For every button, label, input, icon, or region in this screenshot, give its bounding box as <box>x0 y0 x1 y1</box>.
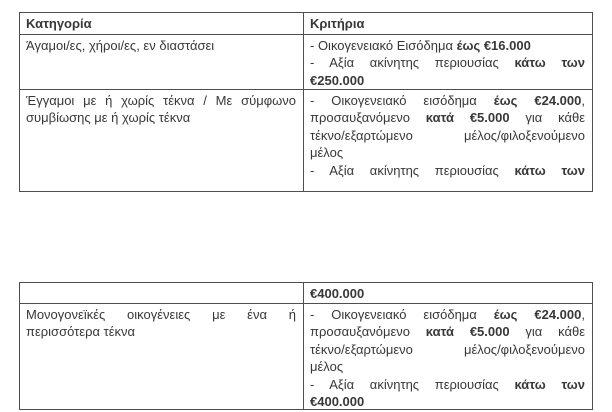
category-text: συμβίωσης με ή χωρίς τέκνα <box>26 110 191 126</box>
criteria-text: - Αξία ακίνητης περιουσίας <box>310 376 515 392</box>
text-line <box>26 109 296 126</box>
text-line <box>310 306 585 323</box>
text-line <box>310 285 585 302</box>
text-line <box>310 127 585 144</box>
criteria-text: - Αξία ακίνητης περιουσίας <box>310 162 515 178</box>
criteria-text: προσαυξανόμενο <box>310 110 426 126</box>
criteria-amount: έως €16.000 <box>456 38 531 53</box>
criteria-cell <box>304 283 592 303</box>
text-line <box>310 92 585 109</box>
header-category-cell <box>20 13 304 34</box>
text-line <box>26 323 296 340</box>
criteria-amount: κατά €5.000 <box>425 324 510 340</box>
criteria-text: - Οικογενειακό εισόδημα <box>310 93 494 108</box>
text-line <box>310 54 585 71</box>
criteria-amount: €400.000 <box>310 286 365 301</box>
text-line <box>310 393 585 409</box>
criteria-text: , <box>581 93 585 108</box>
text-line <box>310 72 585 89</box>
criteria-table-part-1 <box>19 12 593 192</box>
criteria-text: , <box>581 307 585 322</box>
criteria-emphasis: κάτω των <box>514 162 585 178</box>
text-line <box>310 323 585 340</box>
table-row-single <box>20 34 592 89</box>
header-criteria-cell <box>304 13 592 34</box>
criteria-text: μέλος <box>310 359 344 375</box>
text-line <box>310 37 585 54</box>
table-row-married <box>20 89 592 191</box>
category-cell <box>20 35 304 89</box>
criteria-text: τέκνο/εξαρτώμενο μέλος/φιλοξενούμενο <box>310 127 585 143</box>
criteria-amount: €250.000 <box>310 72 365 88</box>
text-line <box>310 341 585 358</box>
category-cell <box>20 304 304 409</box>
criteria-emphasis: κάτω των <box>514 376 585 392</box>
table-header-row <box>20 13 592 34</box>
criteria-text: - Αξία ακίνητης περιουσίας <box>310 55 515 71</box>
text-line <box>26 306 296 323</box>
criteria-table-part-2 <box>19 282 593 410</box>
criteria-text: για κάθε <box>509 324 585 340</box>
criteria-text: προσαυξανόμενο <box>310 324 426 340</box>
table-row-singleparent <box>20 303 592 409</box>
criteria-text: μέλος <box>310 145 344 161</box>
text-line <box>310 376 585 393</box>
criteria-amount: έως €24.000 <box>493 307 582 322</box>
criteria-text: για κάθε <box>509 110 585 126</box>
text-line <box>310 109 585 126</box>
text-line <box>26 92 296 109</box>
criteria-cell <box>304 35 592 89</box>
criteria-amount: €400.000 <box>310 394 365 409</box>
text-line <box>26 37 296 54</box>
table-row-continuation <box>20 283 592 303</box>
criteria-cell <box>304 304 592 409</box>
category-text: Έγγαμοι με ή χωρίς τέκνα / Με σύμφωνο <box>26 93 296 108</box>
category-text: Μονογονεϊκές οικογένειες με ένα ή <box>26 307 296 322</box>
criteria-text: - Οικογενειακό εισόδημα <box>310 307 494 322</box>
header-category-label: Κατηγορία <box>26 16 92 31</box>
header-criteria-label: Κριτήρια <box>310 16 365 31</box>
category-text: περισσότερα τέκνα <box>26 324 136 340</box>
criteria-cell <box>304 90 592 191</box>
category-cell <box>20 90 304 191</box>
category-text: Άγαμοι/ες, χήροι/ες, εν διαστάσει <box>26 38 215 53</box>
criteria-text: - Οικογενειακό Εισόδημα <box>310 38 457 53</box>
text-line <box>310 358 585 375</box>
category-cell-empty <box>20 283 304 303</box>
criteria-amount: έως €24.000 <box>493 93 582 108</box>
criteria-amount: κατά €5.000 <box>425 110 510 126</box>
criteria-emphasis: κάτω των <box>514 55 585 71</box>
text-line <box>310 162 585 179</box>
text-line <box>310 144 585 161</box>
criteria-text: τέκνο/εξαρτώμενο μέλος/φιλοξενούμενο <box>310 341 585 357</box>
